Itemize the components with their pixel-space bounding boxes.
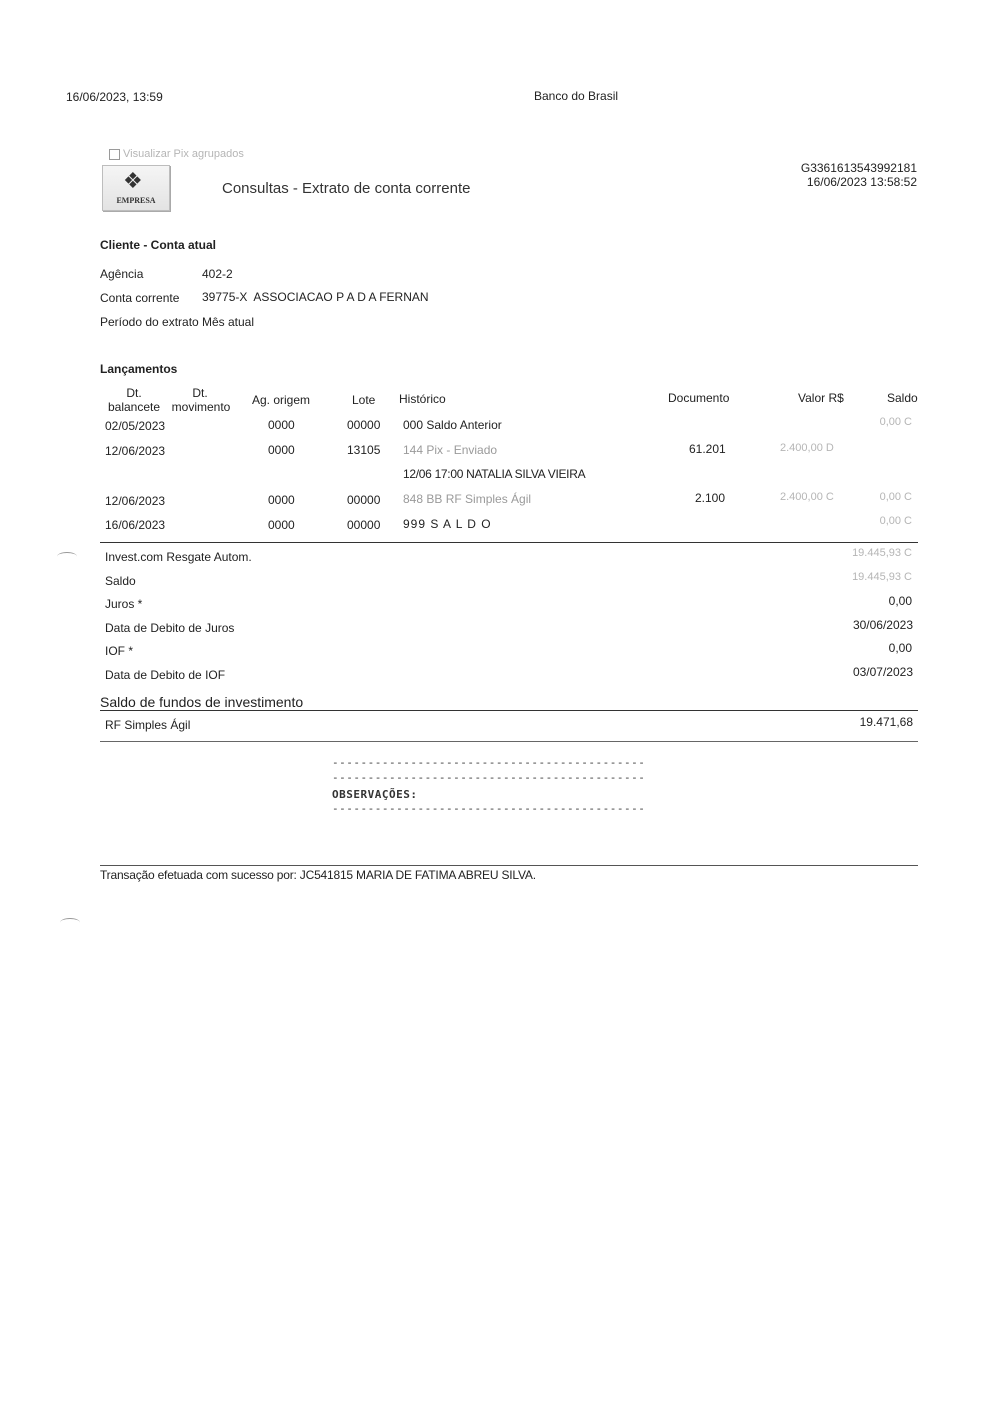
cell-valor: 2.400,00 C (780, 491, 834, 503)
obs-dashes: -------------------------------------------- (332, 771, 646, 784)
col-dt-balancete-line2: balancete (107, 400, 161, 414)
cell-saldo: 0,00 C (879, 515, 912, 527)
summary-value: 19.445,93 C (852, 571, 912, 583)
summary-label: IOF * (105, 644, 134, 658)
cell-saldo: 0,00 C (879, 416, 912, 428)
cell-dt-balancete: 12/06/2023 (105, 444, 166, 458)
table-divider (100, 542, 918, 543)
cell-dt-balancete: 02/05/2023 (105, 419, 166, 433)
page-heading: Consultas - Extrato de conta corrente (222, 180, 471, 197)
cell-saldo: 0,00 C (879, 491, 912, 503)
funds-divider (100, 710, 918, 711)
cell-dt-balancete: 16/06/2023 (105, 518, 166, 532)
cell-lote: 13105 (347, 443, 381, 457)
cell-historico: 999 S A L D O (403, 517, 492, 531)
summary-label: Data de Debito de Juros (105, 621, 235, 635)
fund-value: 19.471,68 (859, 715, 913, 729)
cell-ag-origem: 0000 (268, 518, 295, 532)
cell-ag-origem: 0000 (268, 443, 295, 457)
col-historico: Histórico (399, 392, 446, 406)
obs-label: OBSERVAÇÕES: (332, 788, 418, 801)
conta-value: 39775-X ASSOCIACAO P A D A FERNAN (202, 290, 429, 304)
print-title: Banco do Brasil (534, 89, 619, 103)
pix-grouping-checkbox[interactable] (109, 149, 120, 160)
agencia-value: 402-2 (202, 267, 233, 281)
obs-dashes: -------------------------------------------- (332, 802, 646, 815)
cell-historico-detail: 12/06 17:00 NATALIA SILVA VIEIRA (403, 467, 586, 481)
summary-label: Juros * (105, 597, 143, 611)
col-documento: Documento (668, 391, 730, 405)
client-section-title: Cliente - Conta atual (100, 238, 217, 252)
col-dt-balancete-line1: Dt. (126, 386, 142, 400)
col-dt-movimento-line2: movimento (171, 400, 231, 414)
cell-documento: 61.201 (689, 442, 726, 456)
fund-name: RF Simples Ágil (105, 718, 191, 732)
agencia-label: Agência (100, 267, 144, 281)
cell-ag-origem: 0000 (268, 493, 295, 507)
summary-value: 03/07/2023 (852, 665, 913, 679)
bb-logo-icon: ❖ (123, 168, 143, 193)
logo-text: EMPRESA (116, 196, 156, 205)
lancamentos-title: Lançamentos (100, 362, 178, 376)
cell-lote: 00000 (347, 493, 381, 507)
footer-divider (100, 865, 918, 866)
print-datetime: 16/06/2023, 13:59 (66, 90, 163, 104)
cell-historico: 144 Pix - Enviado (403, 443, 498, 457)
scan-mark (60, 918, 80, 927)
bank-logo (102, 165, 170, 211)
summary-label: Invest.com Resgate Autom. (105, 550, 252, 564)
footer-text: Transação efetuada com sucesso por: JC541815 MARIA DE FATIMA ABREU SILVA. (100, 868, 536, 882)
funds-section-title: Saldo de fundos de investimento (100, 694, 304, 710)
summary-value: 0,00 (888, 641, 912, 655)
cell-lote: 00000 (347, 418, 381, 432)
funds-bottom-divider (100, 741, 918, 742)
periodo-label: Período do extrato (100, 315, 199, 329)
summary-value: 0,00 (888, 594, 912, 608)
summary-label: Data de Debito de IOF (105, 668, 226, 682)
cell-dt-balancete: 12/06/2023 (105, 494, 166, 508)
col-saldo: Saldo (887, 391, 918, 405)
summary-value: 19.445,93 C (852, 547, 912, 559)
summary-label: Saldo (105, 574, 136, 588)
obs-dashes: -------------------------------------------- (332, 756, 646, 769)
pix-grouping-label: Visualizar Pix agrupados (123, 148, 244, 160)
col-ag-origem: Ag. origem (252, 393, 311, 407)
col-dt-movimento-line1: Dt. (192, 386, 208, 400)
col-lote: Lote (352, 393, 376, 407)
col-valor: Valor R$ (798, 391, 844, 405)
transaction-code: G3361613543992181 (800, 161, 917, 175)
cell-lote: 00000 (347, 518, 381, 532)
cell-documento: 2.100 (695, 491, 726, 505)
cell-ag-origem: 0000 (268, 418, 295, 432)
cell-valor: 2.400,00 D (780, 442, 834, 454)
summary-value: 30/06/2023 (852, 618, 913, 632)
periodo-value: Mês atual (202, 315, 255, 329)
transaction-timestamp: 16/06/2023 13:58:52 (806, 175, 917, 189)
cell-historico: 848 BB RF Simples Ágil (403, 492, 532, 506)
cell-historico: 000 Saldo Anterior (403, 418, 502, 432)
scan-mark (57, 552, 77, 561)
conta-label: Conta corrente (100, 291, 180, 305)
